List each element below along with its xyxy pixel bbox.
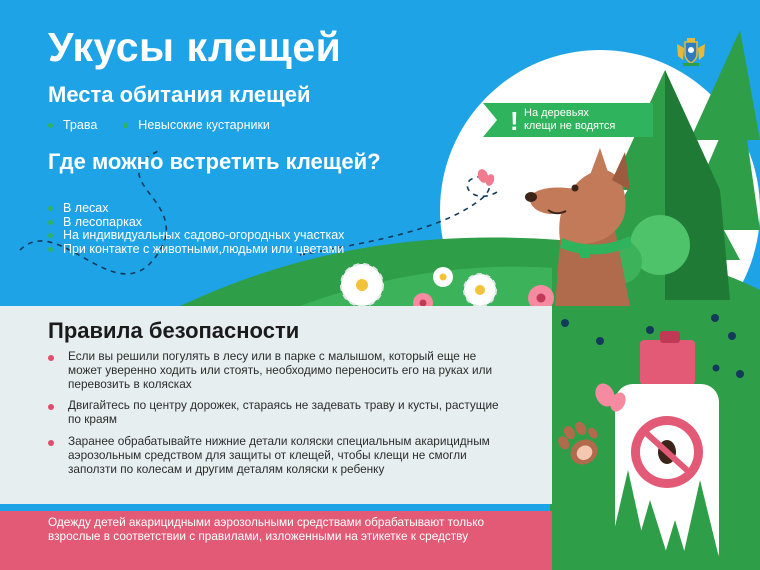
where-item-label: В лесопарках	[63, 214, 143, 229]
bullet-dot	[48, 355, 54, 361]
habitat-item	[123, 118, 270, 132]
bullet-dot	[48, 247, 53, 252]
bullet-dot	[123, 123, 128, 128]
bullet-dot	[48, 404, 54, 410]
habitat-item	[48, 118, 97, 132]
habitat-item-label: Невысокие кустарники	[138, 118, 270, 132]
rule-text: Двигайтесь по центру дорожек, стараясь не задевать траву и кусты, растущие по краям	[68, 398, 499, 426]
note-badge-line: На деревьях	[524, 107, 589, 119]
bullet-dot	[48, 206, 53, 211]
habitat-title: Места обитания клещей	[48, 82, 311, 107]
where-item	[48, 216, 344, 230]
where-item-label: На индивидуальных садово-огородных участках	[63, 228, 345, 242]
note-badge-text	[524, 107, 615, 133]
note-badge-line: клещи не водятся	[524, 120, 616, 132]
bullet-dot	[48, 440, 54, 446]
exclamation-icon: !	[510, 106, 519, 136]
where-item-label: В лесах	[63, 201, 109, 215]
where-item	[48, 243, 344, 257]
bullet-dot	[48, 123, 53, 128]
habitat-item-label: Трава	[63, 118, 98, 132]
rule-text: Если вы решили погулять в лесу или в парке с малышом, который еще не может уверенно ходить или стоять, необходимо переносить его на руках или перевозить в колясках	[68, 349, 493, 391]
rules-title: Правила безопасности	[48, 318, 300, 343]
rule-item	[48, 434, 508, 476]
footer-text: Одежду детей акарицидными аэрозольными средствами обрабатывают только взрослые в соответствии с правилами, изложенными на этикетке к средству	[48, 515, 485, 543]
where-title: Где можно встретить клещей?	[48, 149, 381, 174]
where-item-label: При контакте с животными,людьми или цветами	[63, 241, 345, 256]
bullet-dot	[48, 233, 53, 238]
habitat-list	[48, 118, 270, 132]
rule-item	[48, 398, 508, 426]
where-item	[48, 202, 344, 216]
bullet-dot	[48, 220, 53, 225]
where-list	[48, 202, 344, 256]
rule-text: Заранее обрабатывайте нижние детали коляски специальным акарицидным аэрозольным средством для защиты от клещей, чтобы клещи не смогли заползти по колесам и другим деталям коляски к ребенку	[68, 434, 490, 476]
page-title: Укусы клещей	[48, 24, 342, 70]
coat-of-arms-icon	[674, 36, 708, 68]
where-item	[48, 229, 344, 243]
rule-item	[48, 349, 508, 391]
